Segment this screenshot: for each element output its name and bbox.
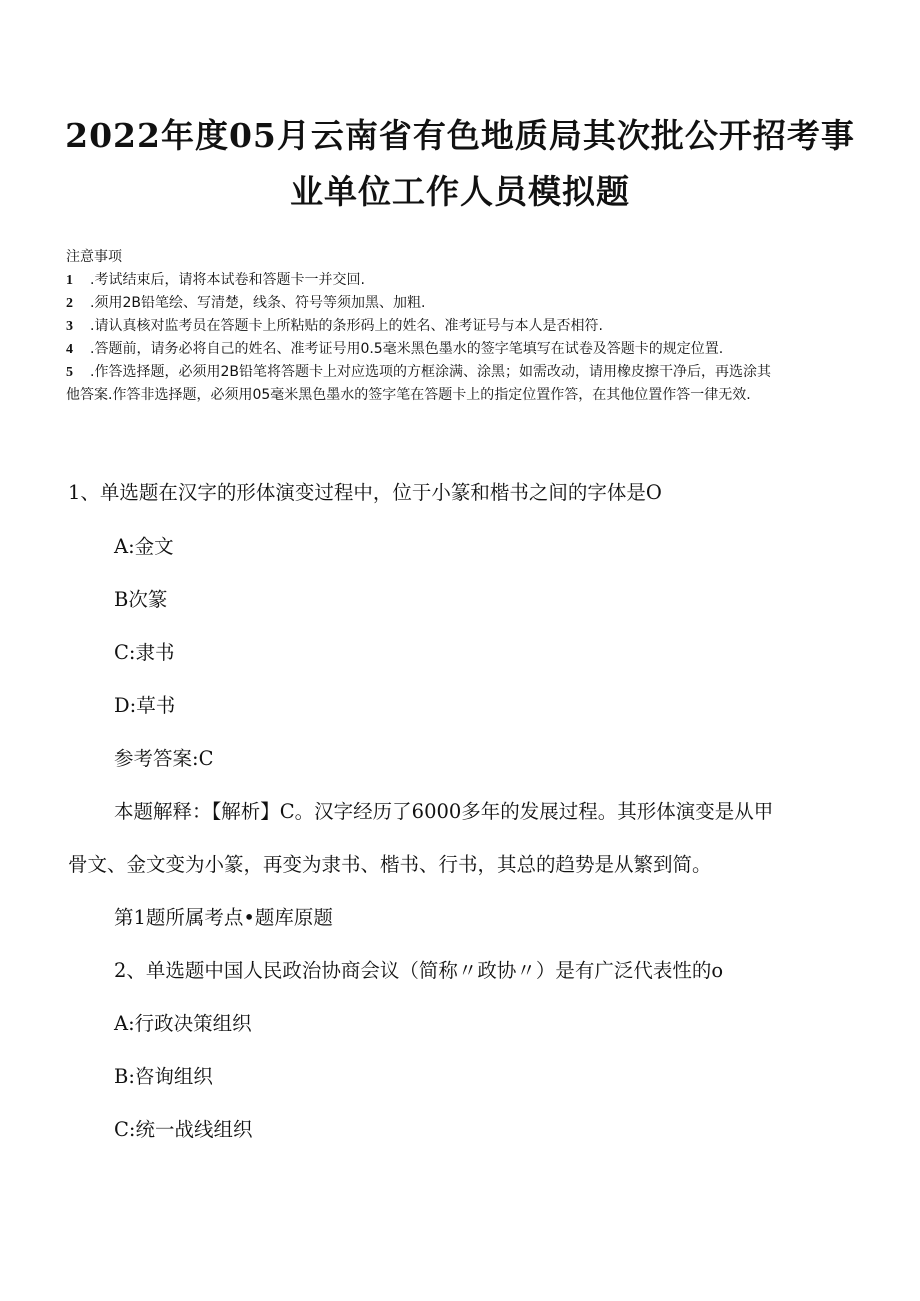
option-d: D:草书: [114, 694, 176, 717]
document-title: [60, 108, 860, 220]
notice-item: [66, 292, 866, 315]
notice-item: [66, 361, 866, 384]
notice-item-text: .答题前，请务必将自己的姓名、准考证号用0.5毫米黑色墨水的签字笔填写在试卷及答题卡的规定位置.: [90, 341, 724, 357]
notice-item-number: 1: [66, 273, 73, 288]
option-b: B次篆: [114, 588, 168, 611]
explanation-line-1: 本题解释：【解析】C。汉字经历了6000多年的发展过程。其形体演变是从甲: [114, 800, 774, 823]
notice-item-text: .作答选择题，必须用2B铅笔将答题卡上对应选项的方框涂满、涂黑；如需改动，请用橡皮擦干净后，再选涂其: [90, 364, 771, 380]
notice-item: [66, 315, 866, 338]
question-stem: 2、单选题中国人民政治协商会议（简称〃政协〃）是有广泛代表性的o: [114, 959, 724, 982]
notice-item-number: 5: [66, 365, 73, 380]
title-line-1: 2022年度05月云南省有色地质局其次批公开招考事: [65, 116, 855, 155]
notice-item-continuation: 他答案.作答非选择题，必须用05毫米黑色墨水的签字笔在答题卡上的指定位置作答，在其他位置作答一律无效.: [66, 387, 751, 403]
option-a: A:行政决策组织: [114, 1012, 252, 1035]
notice-item-number: 3: [66, 319, 73, 334]
notice-item-number: 2: [66, 296, 73, 311]
notice-item-number: 4: [66, 342, 73, 357]
notice-section: [66, 246, 866, 407]
notice-item: [66, 338, 866, 361]
explanation-line-2: 骨文、金文变为小篆，再变为隶书、楷书、行书，其总的趋势是从繁到简。: [68, 853, 712, 876]
title-line-2: 业单位工作人员模拟题: [290, 172, 630, 211]
question-stem: 1、单选题在汉字的形体演变过程中，位于小篆和楷书之间的字体是O: [68, 481, 662, 504]
question-source: 第1题所属考点•题库原题: [114, 906, 333, 929]
notice-heading: 注意事项: [66, 249, 122, 265]
answer-label: 参考答案:C: [114, 747, 214, 770]
option-b: B:咨询组织: [114, 1065, 213, 1088]
notice-item-text: .须用2B铅笔绘、写清楚，线条、符号等须加黑、加粗.: [90, 295, 426, 311]
notice-item: [66, 269, 866, 292]
option-a: A:金文: [114, 535, 174, 558]
notice-item-text: .请认真核对监考员在答题卡上所粘贴的条形码上的姓名、准考证号与本人是否相符.: [90, 318, 603, 334]
option-c: C:隶书: [114, 641, 175, 664]
option-c: C:统一战线组织: [114, 1118, 253, 1141]
notice-item-text: .考试结束后，请将本试卷和答题卡一并交回.: [90, 272, 365, 288]
